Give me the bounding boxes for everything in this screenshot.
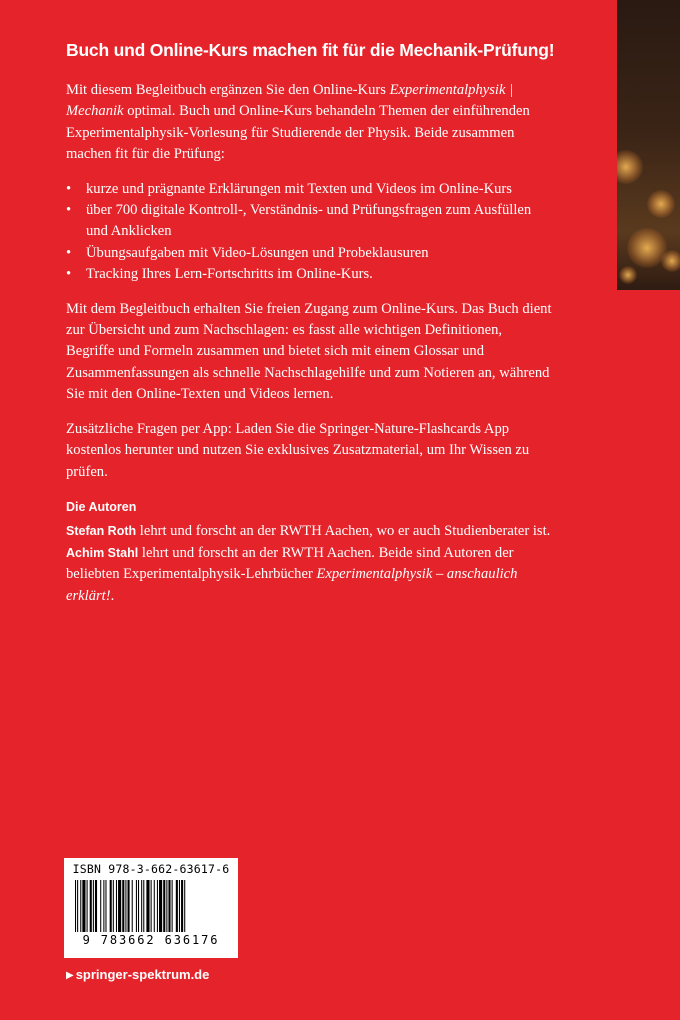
- barcode-bar: [151, 880, 152, 932]
- intro-text-2: optimal. Buch und Online-Kurs behandeln Themen der einführenden Experimentalphysik-Vorlesung für Studierende der Physik. Beide zusammen machen fit für die Prüfung:: [66, 103, 530, 163]
- barcode-bar: [143, 880, 144, 932]
- barcode-bar: [141, 880, 142, 932]
- bullet-icon: •: [66, 202, 72, 219]
- barcode-bar: [181, 880, 183, 932]
- authors-heading: Die Autoren: [66, 499, 137, 514]
- barcode-bar: [116, 880, 117, 932]
- barcode-bar: [136, 880, 137, 932]
- bullet-icon: •: [66, 266, 72, 283]
- bullet-icon: •: [66, 244, 72, 261]
- barcode-bar: [168, 880, 170, 932]
- isbn-digits: 9 783662 636176: [82, 933, 220, 947]
- barcode-bar: [82, 880, 85, 932]
- barcode-bar: [95, 880, 97, 932]
- barcode-bar: [90, 880, 92, 932]
- app-paragraph: Zusätzliche Fragen per App: Laden Sie die Springer-Nature-Flashcards App kostenlos herunter und nutzen Sie exklusives Zusatzmaterial, um Ihr Wissen zu prüfen.: [66, 420, 530, 480]
- author-name-2: Achim Stahl: [66, 545, 139, 560]
- barcode-bar: [154, 880, 155, 932]
- barcode-bar: [105, 880, 106, 932]
- barcode-bar: [184, 880, 185, 932]
- list-item: • Übungsaufgaben mit Video-Lösungen und Probeklausuren: [66, 243, 552, 264]
- barcode-bar: [138, 880, 139, 932]
- barcode-bar: [93, 880, 94, 932]
- barcode-bar: [146, 880, 149, 932]
- barcode-bar: [122, 880, 124, 932]
- blurb: [66, 80, 552, 607]
- barcode-bar: [159, 880, 162, 932]
- barcode-bar: [128, 880, 130, 932]
- barcode-bar: [176, 880, 178, 932]
- barcode-bar: [77, 880, 78, 932]
- feature-list: [66, 179, 552, 286]
- website-url: springer-spektrum.de: [75, 967, 210, 982]
- headline: Buch und Online-Kurs machen fit für die Mechanik-Prüfung!: [66, 40, 555, 60]
- barcode-icon: [73, 880, 229, 932]
- intro-paragraph: [66, 80, 552, 166]
- barcode-bar: [110, 880, 112, 932]
- barcode-bar: [157, 880, 158, 932]
- books-title: Experimentalphysik – anschaulich erklärt!: [66, 566, 518, 604]
- barcode-bar: [75, 880, 76, 932]
- barcode-bar: [125, 880, 126, 932]
- barcode-bar: [163, 880, 165, 932]
- barcode-bar: [172, 880, 173, 932]
- cover-photo-strip: [617, 0, 680, 290]
- isbn-label: ISBN 978-3-662-63617-6: [72, 862, 230, 876]
- barcode-bar: [113, 880, 114, 932]
- barcode-bar: [166, 880, 167, 932]
- publisher-website[interactable]: [66, 967, 209, 982]
- author-name-1: Stefan Roth: [66, 524, 137, 539]
- barcode-bar: [132, 880, 133, 932]
- bullet-icon: •: [66, 180, 72, 197]
- barcode-bar: [118, 880, 121, 932]
- barcode-bar: [179, 880, 180, 932]
- access-paragraph: Mit dem Begleitbuch erhalten Sie freien Zugang zum Online-Kurs. Das Buch dient zur Übersicht und zum Nachschlagen: es fasst alle wichtigen Definitionen, Begriffe und Formeln zusammen und bietet sich mit einem Glossar und Zusammenfassungen als schnelle Nachschlagehilfe und zum Notieren an, während Sie mit den Online-Texten und Videos lernen.: [66, 300, 552, 403]
- isbn-barcode: [64, 858, 238, 958]
- barcode-bar: [100, 880, 101, 932]
- authors-bio: Stefan Roth lehrt und forscht an der RWTH Aachen, wo er auch Studienberater ist. Achim Stahl lehrt und forscht an der RWTH Aachen. Beide sind Autoren der beliebten Experimentalphysik-Lehrbücher Experimentalphysik – anschaulich erklärt!.: [66, 523, 551, 604]
- intro-text-1: Mit diesem Begleitbuch ergänzen Sie den Online-Kurs: [66, 82, 390, 98]
- barcode-bar: [103, 880, 104, 932]
- barcode-bar: [87, 880, 88, 932]
- course-title: Experimentalphysik | Mechanik: [66, 82, 514, 120]
- barcode-bar: [80, 880, 81, 932]
- author-bio-2: lehrt und forscht an der RWTH Aachen. Beide sind Autoren der beliebten Experimentalphysik-Lehrbücher: [66, 544, 514, 583]
- author-bio-1: lehrt und forscht an der RWTH Aachen, wo er auch Studienberater ist.: [136, 523, 551, 540]
- list-item: • über 700 digitale Kontroll-, Verständnis- und Prüfungsfragen zum Ausfüllen und Anklicken: [66, 202, 532, 240]
- list-item: • kurze und prägnante Erklärungen mit Texten und Videos im Online-Kurs: [66, 179, 552, 200]
- list-item: • Tracking Ihres Lern-Fortschritts im Online-Kurs.: [66, 264, 552, 285]
- arrow-right-icon: ▶: [66, 970, 74, 981]
